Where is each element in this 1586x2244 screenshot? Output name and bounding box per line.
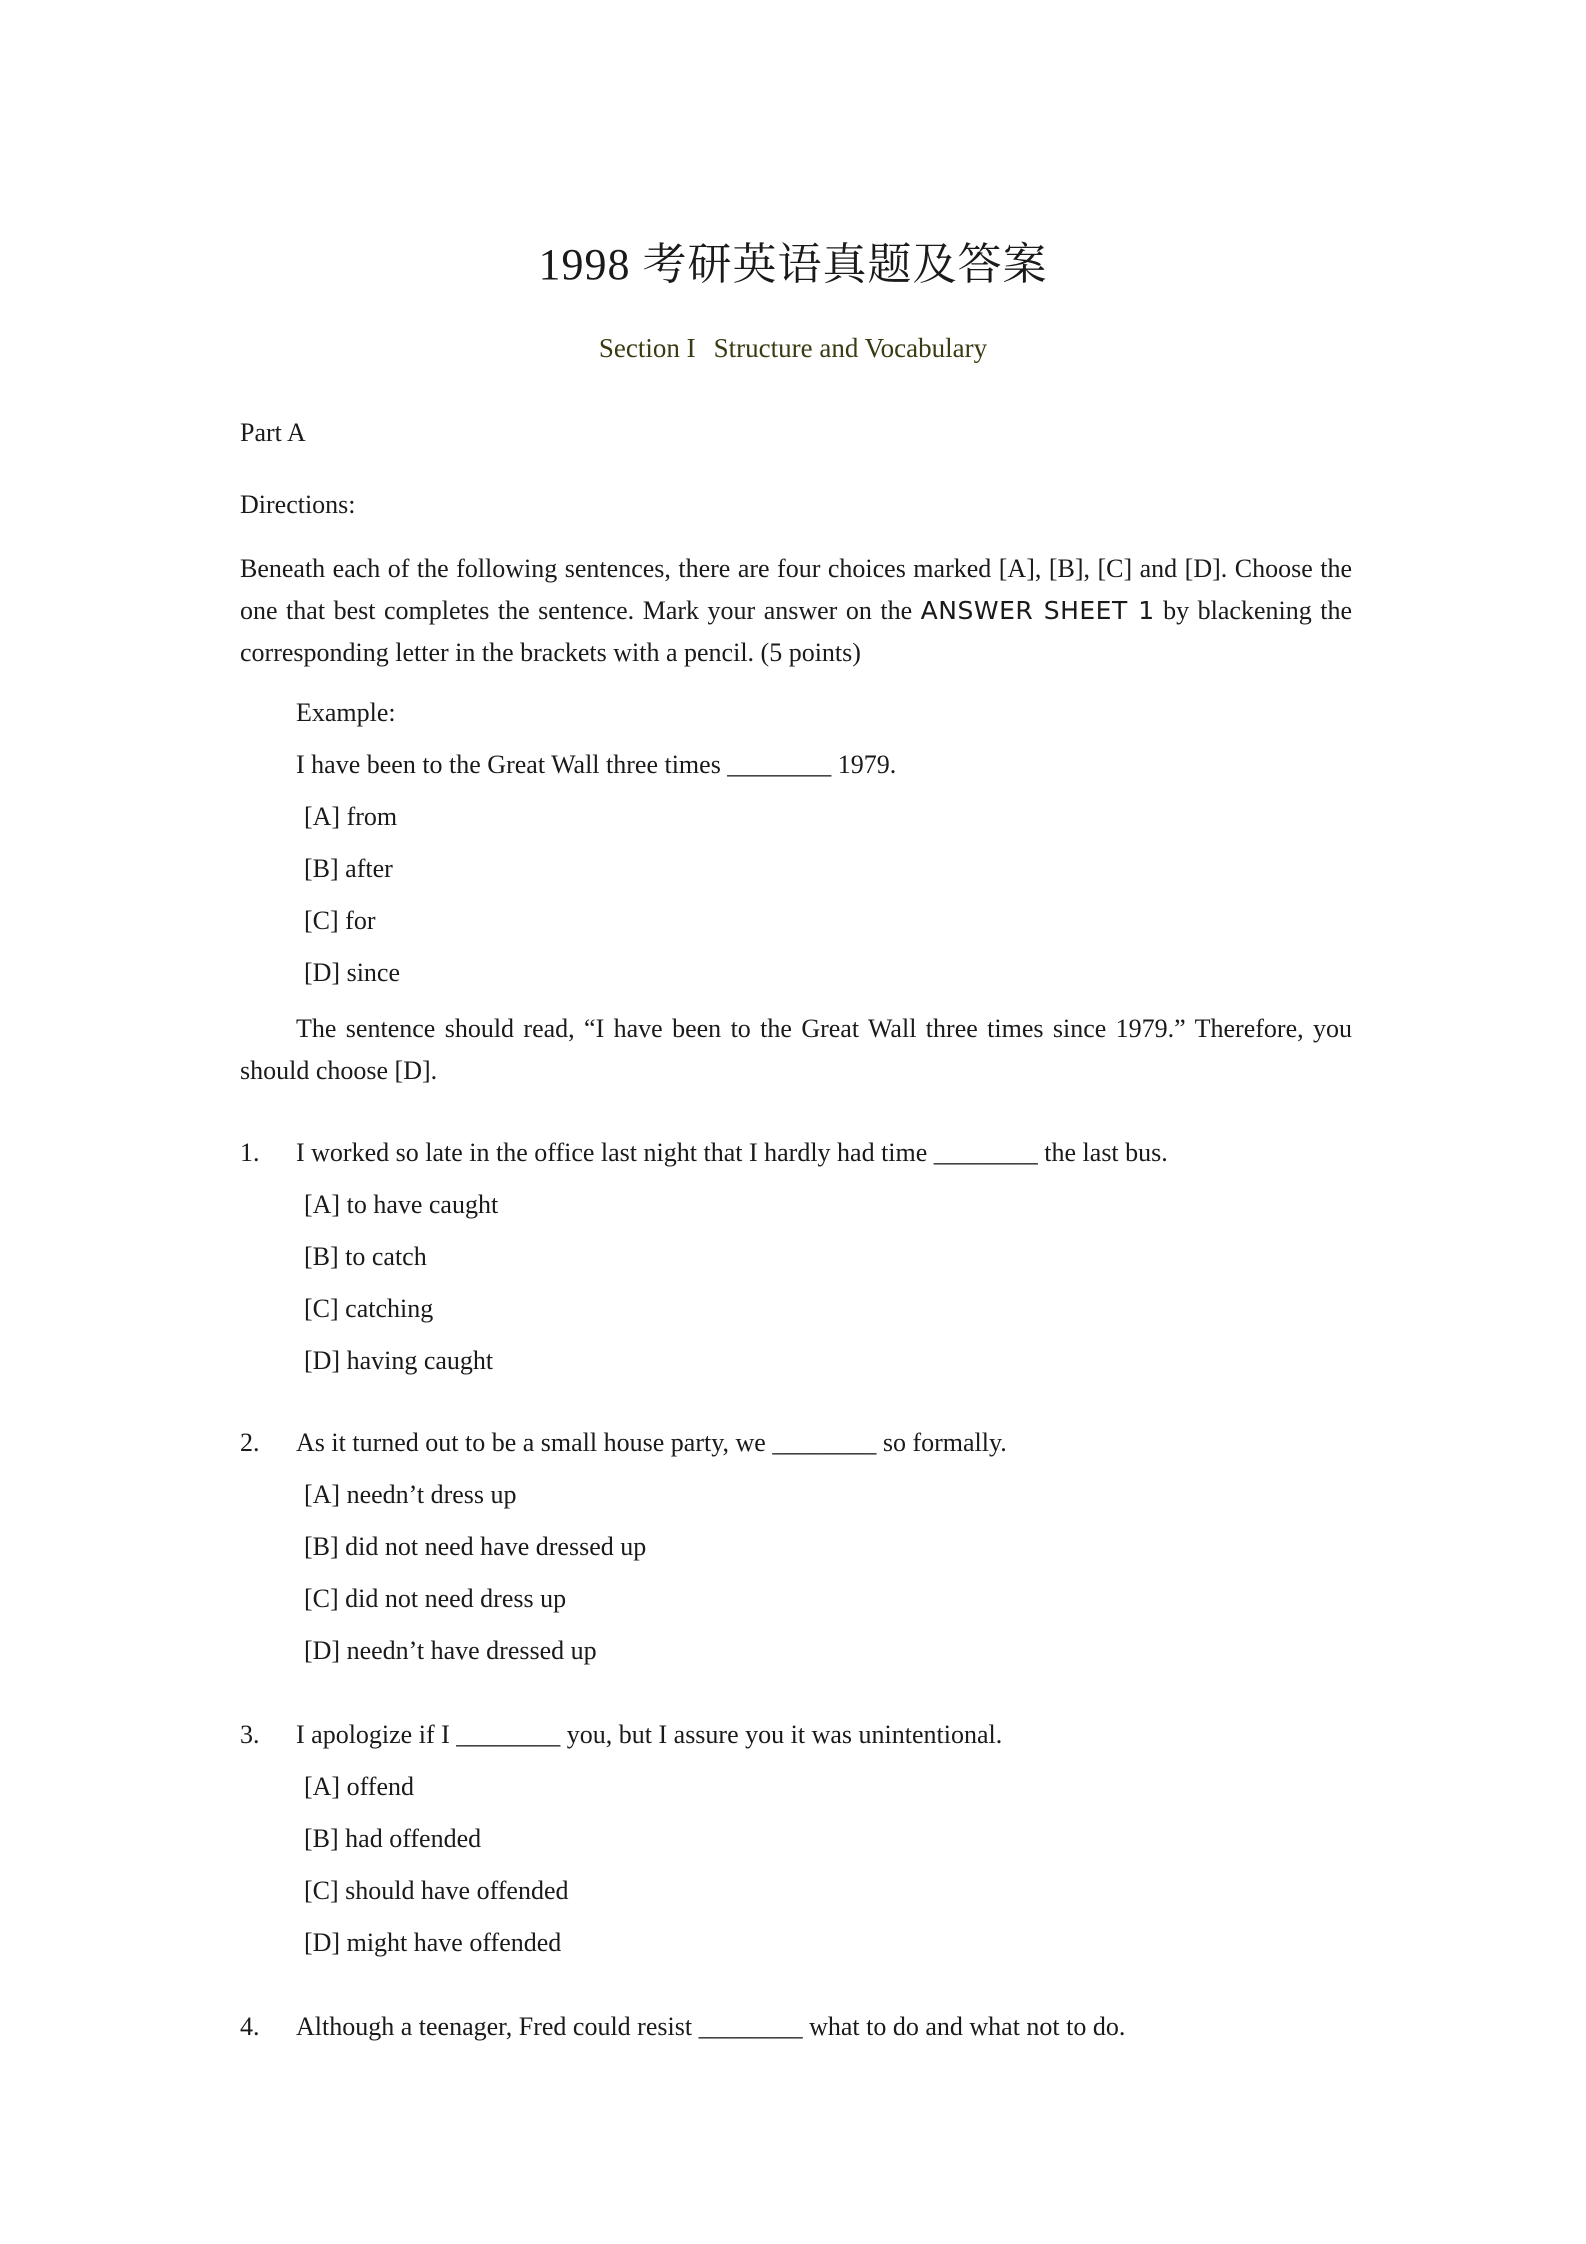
- directions-text: [240, 548, 1352, 674]
- example-note: The sentence should read, “I have been to the Great Wall three times since 1979.” Therefore, you should choose [D].: [240, 1014, 1352, 1085]
- question-number: 2.: [240, 1428, 260, 1457]
- question-option: [C] should have offended: [304, 1876, 569, 1905]
- section-name: Structure and Vocabulary: [713, 333, 988, 363]
- question-option: [C] catching: [304, 1294, 434, 1323]
- example-question: I have been to the Great Wall three times ________ 1979.: [296, 750, 897, 779]
- question-number: 4.: [240, 2012, 260, 2041]
- question-option: [D] might have offended: [304, 1928, 562, 1957]
- question-option: [D] needn’t have dressed up: [304, 1636, 597, 1665]
- directions-text-before: Beneath each of the following sentences, there are four choices marked [A], [B], [C] and [D]. Choose the one that best completes the sentence. Mark your answer on the: [240, 554, 1352, 625]
- example-option-c: [C] for: [304, 906, 376, 935]
- question-text: I apologize if I ________ you, but I assure you it was unintentional.: [296, 1720, 1003, 1749]
- question-option: [C] did not need dress up: [304, 1584, 567, 1613]
- directions-text-after: by blackening the corresponding letter in the brackets with a pencil. (5 points): [240, 596, 1352, 667]
- question-option: [D] having caught: [304, 1346, 494, 1375]
- question-number: 3.: [240, 1720, 260, 1749]
- question-option: [B] had offended: [304, 1824, 482, 1853]
- question-option: [B] to catch: [304, 1242, 427, 1271]
- section-label: Section I: [598, 333, 696, 363]
- question-number: 1.: [240, 1138, 260, 1167]
- example-option-d: [D] since: [304, 958, 401, 987]
- answer-sheet-label: ANSWER SHEET 1: [920, 596, 1155, 625]
- question-option: [A] needn’t dress up: [304, 1480, 517, 1509]
- document-title: 1998 考研英语真题及答案: [538, 240, 1048, 289]
- question-option: [A] to have caught: [304, 1190, 499, 1219]
- question-text: I worked so late in the office last night that I hardly had time ________ the last bus.: [296, 1138, 1168, 1167]
- question-option: [A] offend: [304, 1772, 414, 1801]
- example-label: Example:: [296, 698, 396, 727]
- section-heading: [0, 333, 1586, 364]
- directions-label: Directions:: [240, 490, 356, 519]
- question-text: Although a teenager, Fred could resist ________ what to do and what not to do.: [296, 2012, 1126, 2041]
- part-heading: Part A: [240, 418, 306, 447]
- example-option-b: [B] after: [304, 854, 393, 883]
- question-option: [B] did not need have dressed up: [304, 1532, 647, 1561]
- question-text: As it turned out to be a small house party, we ________ so formally.: [296, 1428, 1007, 1457]
- example-option-a: [A] from: [304, 802, 398, 831]
